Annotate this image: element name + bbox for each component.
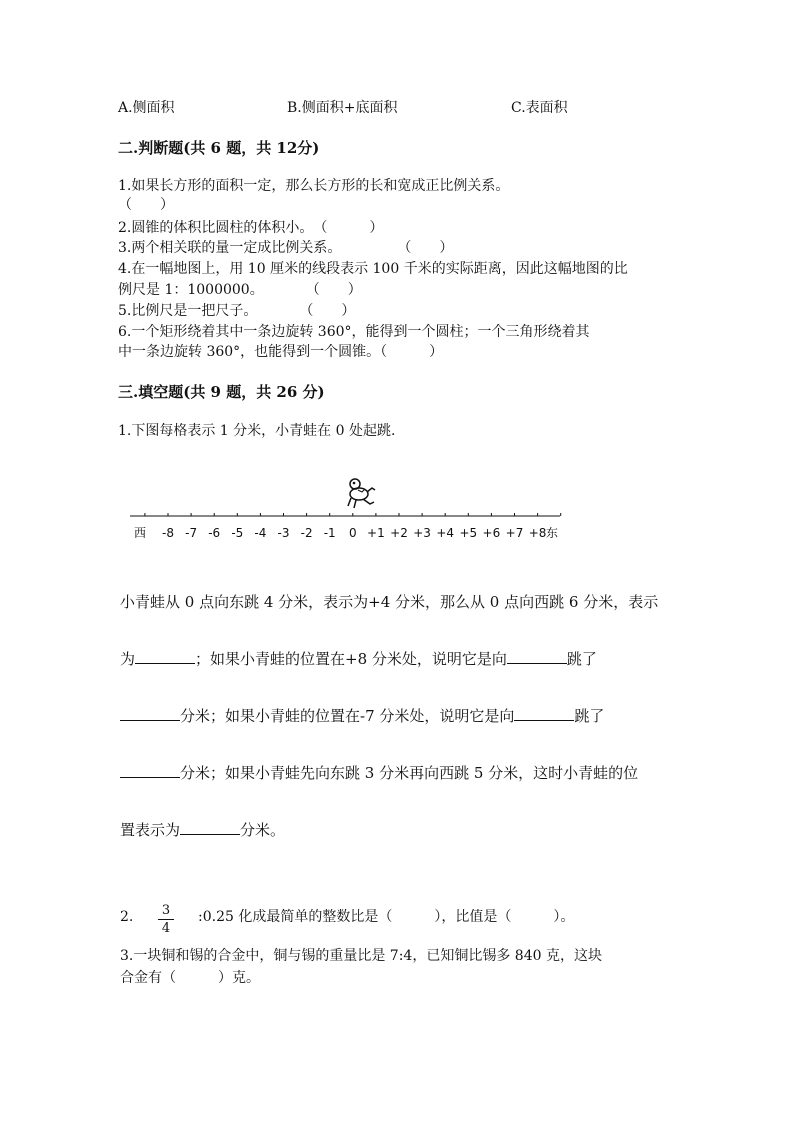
q2-number: 2. xyxy=(120,909,134,925)
tick-label: +8 xyxy=(528,526,547,540)
answer-blank-1[interactable] xyxy=(135,649,195,664)
q1-line-5-a: 置表示为 xyxy=(120,821,181,839)
fraction-three-quarters xyxy=(158,903,174,936)
tick-label: +2 xyxy=(390,526,408,540)
tick-label: -2 xyxy=(300,526,313,540)
section3-title: 三.填空题(共 9 题，共 26 分) xyxy=(118,383,325,401)
frog-icon xyxy=(348,479,375,508)
q1-line-5 xyxy=(120,819,285,840)
q1-line-1: 小青蛙从 0 点向东跳 4 分米，表示为+4 分米，那么从 0 点向西跳 6 分米，表示 xyxy=(120,593,659,611)
tick-label: +4 xyxy=(436,526,455,540)
fraction-bar xyxy=(158,919,174,920)
judge-line-5: 4.在一幅地图上，用 10 厘米的线段表示 100 千米的实际距离，因此这幅地图的比 xyxy=(118,261,628,277)
section2-title: 二.判断题(共 6 题，共 12分) xyxy=(118,139,320,157)
option-b: B.侧面积+底面积 xyxy=(287,100,398,116)
q2-text: :0.25 化成最简单的整数比是（ ），比值是（ ）。 xyxy=(198,909,575,925)
tick-label: -8 xyxy=(162,526,174,540)
q1-line-2-c: 跳了 xyxy=(566,650,597,668)
tick-label: -1 xyxy=(323,526,336,540)
q3-line-1: 3.一块铜和锡的合金中，铜与锡的重量比是 7:4，已知铜比锡多 840 克，这块 xyxy=(120,948,602,964)
tick-label: +6 xyxy=(482,526,501,540)
q1-line-3-a: 分米；如果小青蛙的位置在-7 分米处，说明它是向 xyxy=(180,707,515,725)
judge-line-6: 例尺是 1：1000000。 （ ） xyxy=(118,282,362,298)
option-c: C.表面积 xyxy=(511,100,568,116)
options-row xyxy=(0,97,794,117)
q3-line-2: 合金有（ ）克。 xyxy=(120,970,260,986)
answer-blank-5[interactable] xyxy=(120,763,180,778)
judge-line-4: 3.两个相关联的量一定成比例关系。 （ ） xyxy=(118,240,454,256)
east-label: 东 xyxy=(546,526,559,540)
judge-line-7: 5.比例尺是一把尺子。 （ ） xyxy=(118,303,356,319)
q1-line-5-b: 分米。 xyxy=(240,821,286,839)
tick-label: +3 xyxy=(413,526,431,540)
q1-line-2 xyxy=(120,648,597,669)
answer-blank-2[interactable] xyxy=(507,649,567,664)
tick-label: 0 xyxy=(348,526,357,540)
answer-blank-6[interactable] xyxy=(180,820,240,835)
tick-label: +7 xyxy=(505,526,524,540)
fraction-numerator: 3 xyxy=(161,903,171,918)
q1-intro: 1.下图每格表示 1 分米，小青蛙在 0 处起跳. xyxy=(118,423,396,439)
answer-blank-3[interactable] xyxy=(120,706,180,721)
tick-label: -7 xyxy=(185,526,198,540)
tick-label: -5 xyxy=(231,526,244,540)
q1-line-3 xyxy=(120,705,604,726)
judge-line-9: 中一条边旋转 360°，也能得到一个圆锥。（ ） xyxy=(118,344,444,360)
q1-line-2-a: 为 xyxy=(120,650,136,668)
tick-label: -3 xyxy=(277,526,290,540)
tick-label: +1 xyxy=(367,526,385,540)
answer-blank-4[interactable] xyxy=(514,706,574,721)
judge-line-3: 2.圆锥的体积比圆柱的体积小。 （ ） xyxy=(118,220,384,236)
tick-labels xyxy=(162,526,546,540)
fraction-denominator: 4 xyxy=(161,921,171,936)
q1-line-2-b: ；如果小青蛙的位置在+8 分米处，说明它是向 xyxy=(195,650,507,668)
number-line-figure xyxy=(120,472,570,547)
judge-line-1: 1.如果长方形的面积一定，那么长方形的长和宽成正比例关系。 xyxy=(118,178,510,194)
q1-line-4-a: 分米；如果小青蛙先向东跳 3 分米再向西跳 5 分米，这时小青蛙的位 xyxy=(180,764,639,782)
tick-label: -6 xyxy=(208,526,221,540)
tick-label: -4 xyxy=(254,526,267,540)
q1-line-3-b: 跳了 xyxy=(574,707,605,725)
judge-line-2: （ ） xyxy=(118,197,174,213)
judge-line-8: 6.一个矩形绕着其中一条边旋转 360°，能得到一个圆柱；一个三角形绕着其 xyxy=(118,324,590,340)
option-a: A.侧面积 xyxy=(118,100,175,116)
tick-label: +5 xyxy=(459,526,478,540)
q1-line-4 xyxy=(120,762,638,783)
west-label: 西 xyxy=(134,526,147,540)
